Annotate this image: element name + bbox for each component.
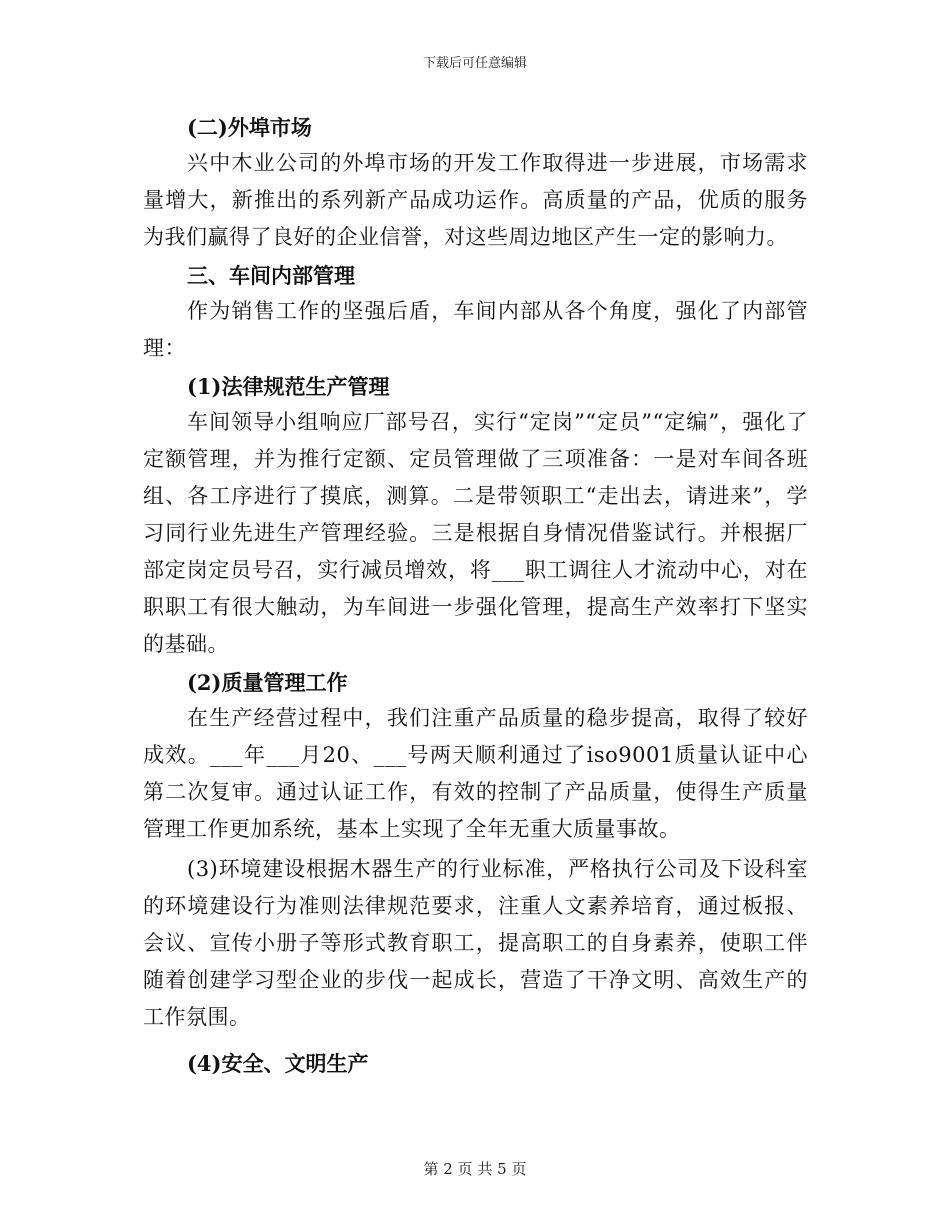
section-heading-quality-management: (2)质量管理工作 (187, 670, 348, 695)
paragraph-workshop-intro: 作为销售工作的坚强后盾，车间内部从各个角度，强化了内部管理： (143, 299, 808, 360)
section-heading-workshop-management: 三、车间内部管理 (187, 263, 355, 288)
document-body (143, 110, 808, 1081)
paragraph-environment-construction: (3)环境建设根据木器生产的行业标准，严格执行公司及下设科室的环境建设行为准则法律规范要求，注重人文素养培育，通过板报、会议、宣传小册子等形式教育职工，提高职工的自身素养，使职工伴随着创建学习型企业的步伐一起成长，营造了干净文明、高效生产的工作氛围。 (143, 857, 808, 1029)
paragraph-outer-market: 兴中木业公司的外埠市场的开发工作取得进一步进展，市场需求量增大，新推出的系列新产品成功运作。高质量的产品，优质的服务为我们赢得了良好的企业信誉，对这些周边地区产生一定的影响力。 (143, 151, 808, 249)
paragraph-quality-management: 在生产经营过程中，我们注重产品质量的稳步提高，取得了较好成效。___年___月20、___号两天顺利通过了iso9001质量认证中心第二次复审。通过认证工作，有效的控制了产品质量，使得生产质量管理工作更加系统，基本上实现了全年无重大质量事故。 (143, 706, 808, 841)
paragraph-legal-production: 车间领导小组响应厂部号召，实行“定岗”“定员”“定编”，强化了定额管理，并为推行定额、定员管理做了三项准备：一是对车间各班组、各工序进行了摸底，测算。二是带领职工“走出去，请进来”，学习同行业先进生产管理经验。三是根据自身情况借鉴试行。并根据厂部定岗定员号召，实行减员增效，将___职工调往人才流动中心，对在职职工有很大触动，为车间进一步强化管理，提高生产效率打下坚实的基础。 (143, 410, 808, 656)
section-heading-safety-production: (4)安全、文明生产 (187, 1051, 369, 1076)
section-heading-outer-market: (二)外埠市场 (187, 115, 312, 140)
section-heading-legal-production: (1)法律规范生产管理 (187, 374, 390, 399)
page-header: 下载后可任意编辑 (422, 56, 527, 71)
page-footer: 第 2 页 共 5 页 (423, 1160, 527, 1178)
